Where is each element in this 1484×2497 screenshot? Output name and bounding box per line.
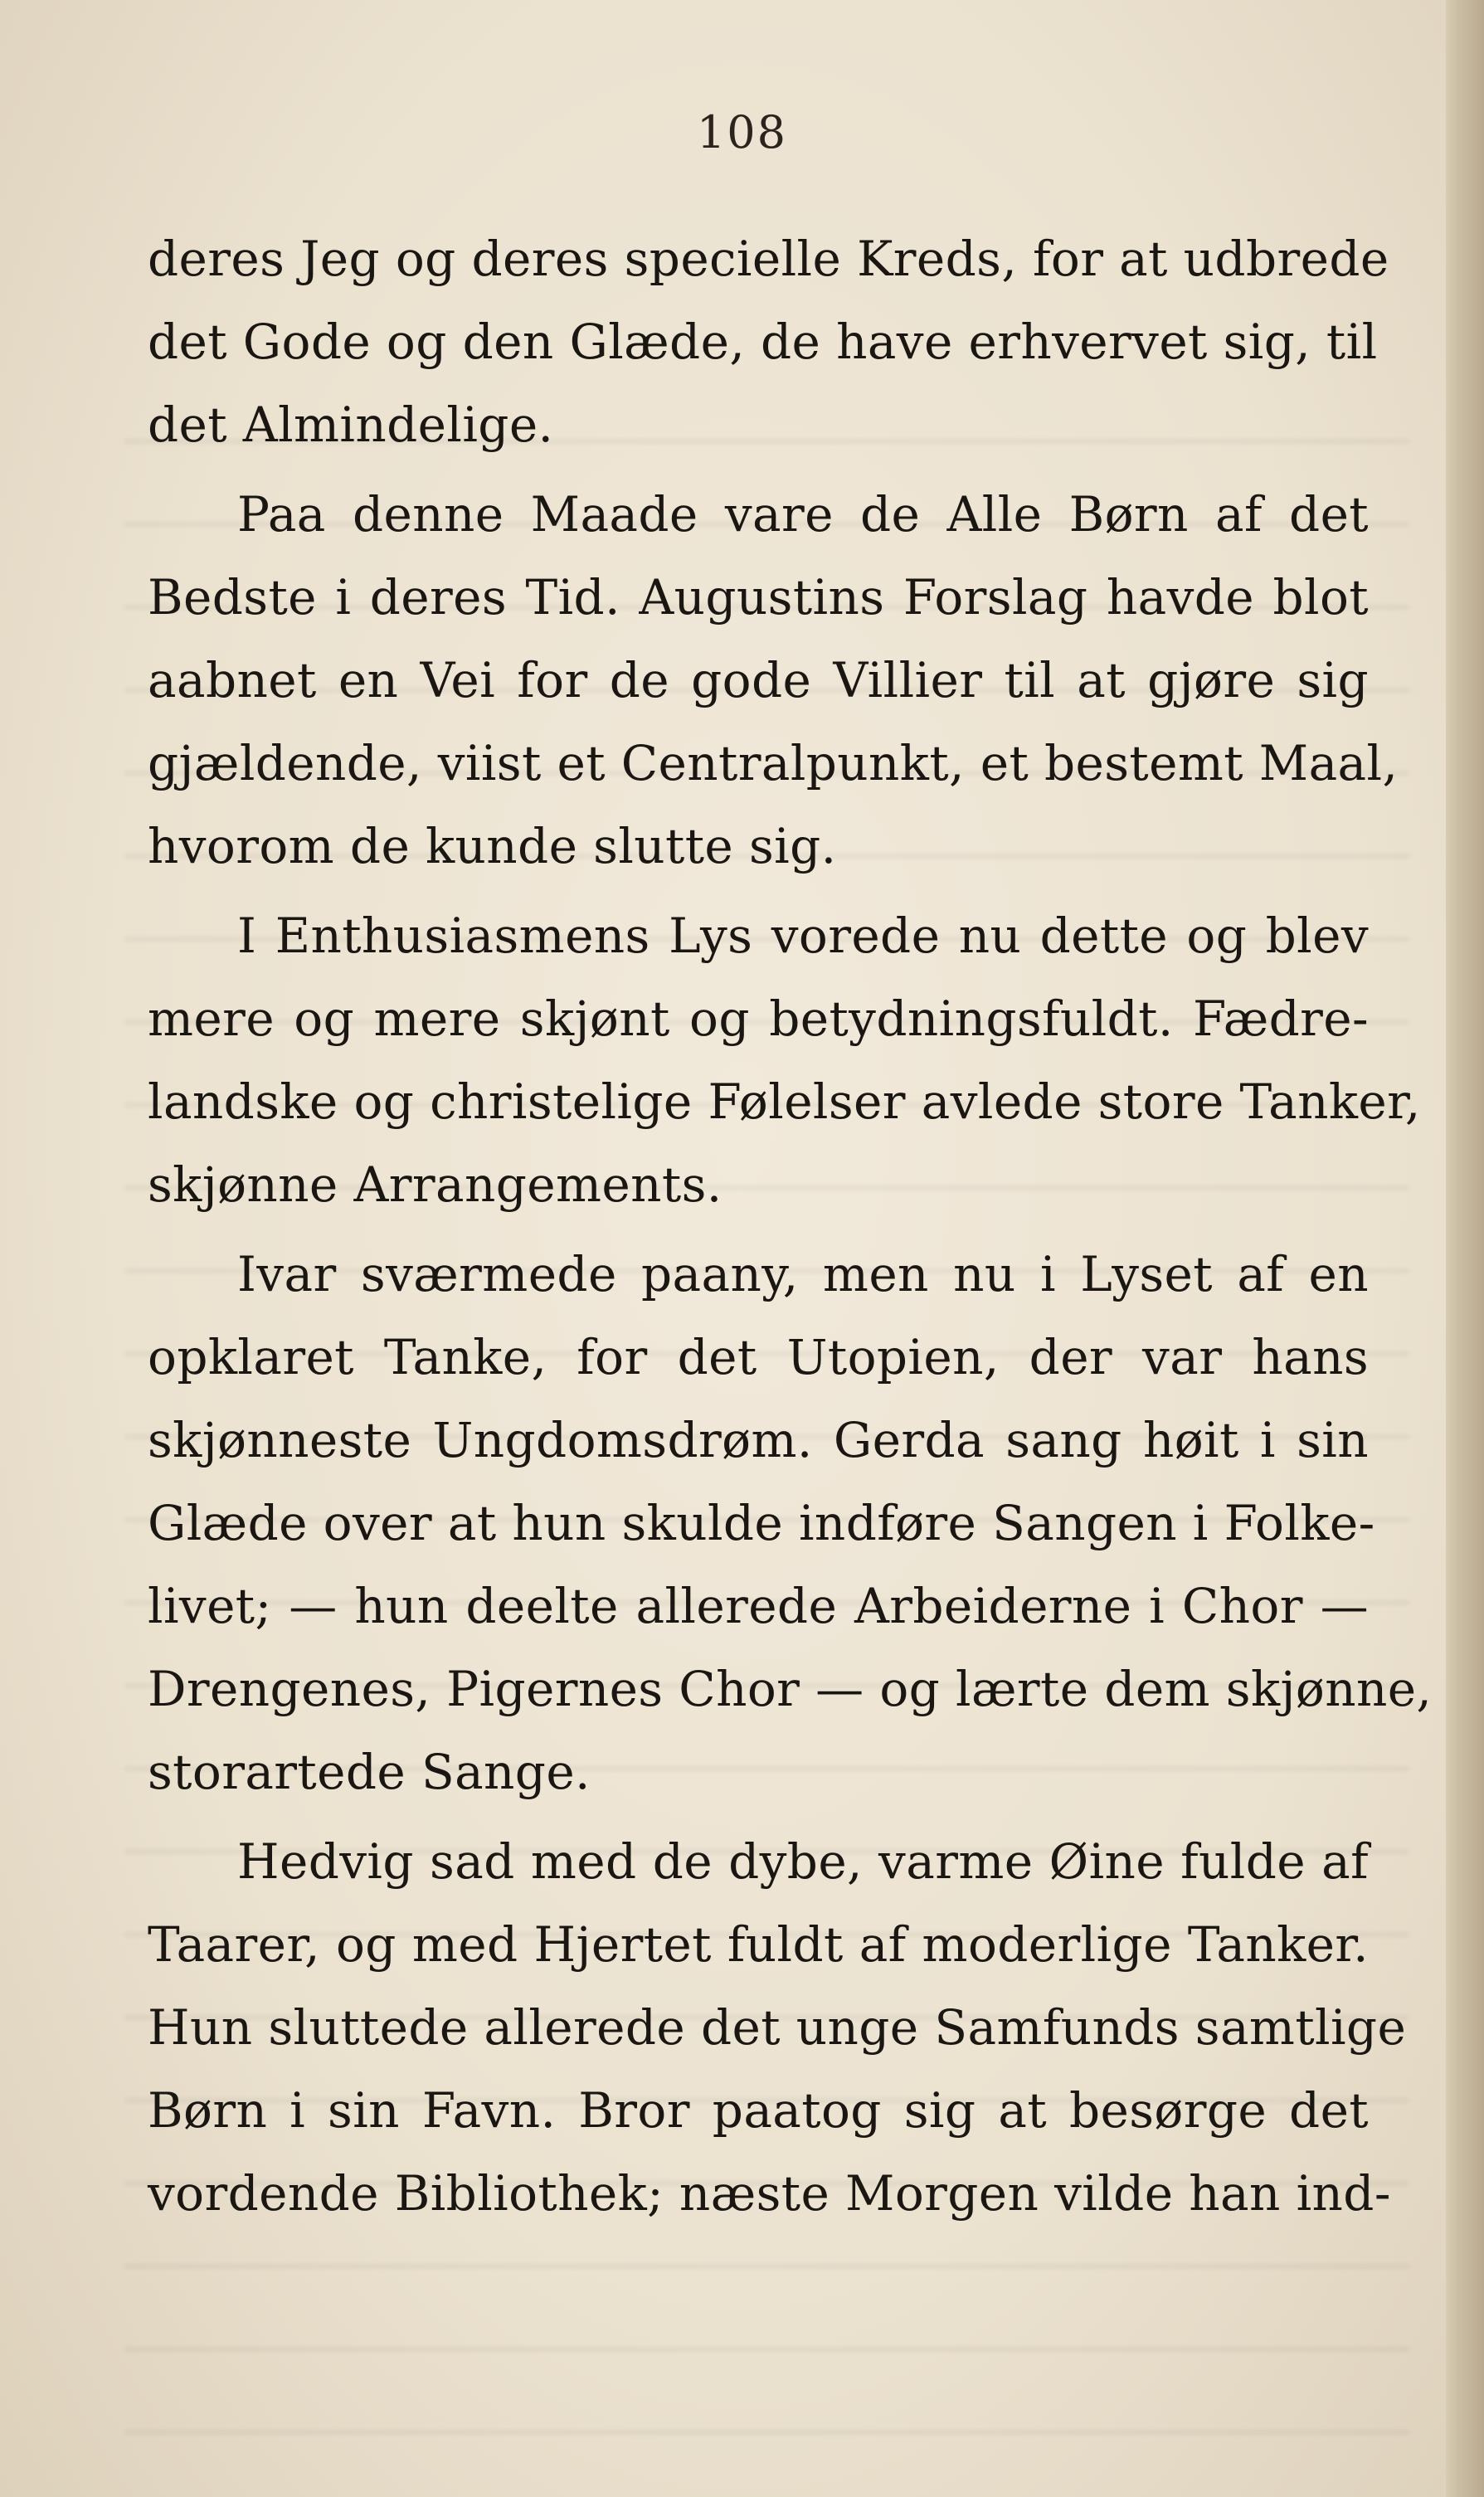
page-number: 108 xyxy=(696,106,788,158)
text-line: gjældende, viist et Centralpunkt, et bestemt Maal, xyxy=(148,735,1399,791)
text-line: deres Jeg og deres specielle Kreds, for at udbrede xyxy=(148,231,1389,287)
text-line: Børn i sin Favn. Bror paatog sig at besørge det xyxy=(148,2082,1369,2139)
text-line: Hun sluttede allerede det unge Samfunds samtlige xyxy=(148,1999,1407,2056)
text-line: storartede Sange. xyxy=(148,1744,591,1800)
text-line: livet; — hun deelte allerede Arbeiderne i Chor — xyxy=(148,1578,1369,1634)
text-line: Bedste i deres Tid. Augustins Forslag havde blot xyxy=(148,569,1369,625)
text-line: Drengenes, Pigernes Chor — og lærte dem skjønne, xyxy=(148,1661,1433,1717)
text-line: Ivar sværmede paany, men nu i Lyset af en xyxy=(237,1246,1369,1302)
text-line: landske og christelige Følelser avlede store Tanker, xyxy=(148,1073,1421,1130)
text-line: Glæde over at hun skulde indføre Sangen i Folke- xyxy=(148,1495,1375,1551)
text-line: skjønne Arrangements. xyxy=(148,1156,723,1213)
text-line: hvorom de kunde slutte sig. xyxy=(148,818,837,874)
body-text xyxy=(148,217,1433,2235)
text-line: mere og mere skjønt og betydningsfuldt. Fædre- xyxy=(148,991,1369,1047)
text-line: skjønneste Ungdomsdrøm. Gerda sang høit i sin xyxy=(148,1412,1369,1468)
text-line: I Enthusiasmens Lys vorede nu dette og blev xyxy=(237,908,1369,964)
text-line: det Almindelige. xyxy=(148,397,554,453)
text-line: aabnet en Vei for de gode Villier til at gjøre sig xyxy=(148,652,1369,708)
text-line: opklaret Tanke, for det Utopien, der var hans xyxy=(148,1329,1369,1385)
page-edge xyxy=(1446,0,1484,2497)
text-line: Hedvig sad med de dybe, varme Øine fulde af xyxy=(237,1833,1369,1890)
text-line: Paa denne Maade vare de Alle Børn af det xyxy=(237,486,1369,543)
text-line: vordende Bibliothek; næste Morgen vilde han ind- xyxy=(148,2165,1391,2222)
text-line: Taarer, og med Hjertet fuldt af moderlige Tanker. xyxy=(148,1916,1369,1973)
text-line: det Gode og den Glæde, de have erhvervet sig, til xyxy=(148,314,1378,370)
